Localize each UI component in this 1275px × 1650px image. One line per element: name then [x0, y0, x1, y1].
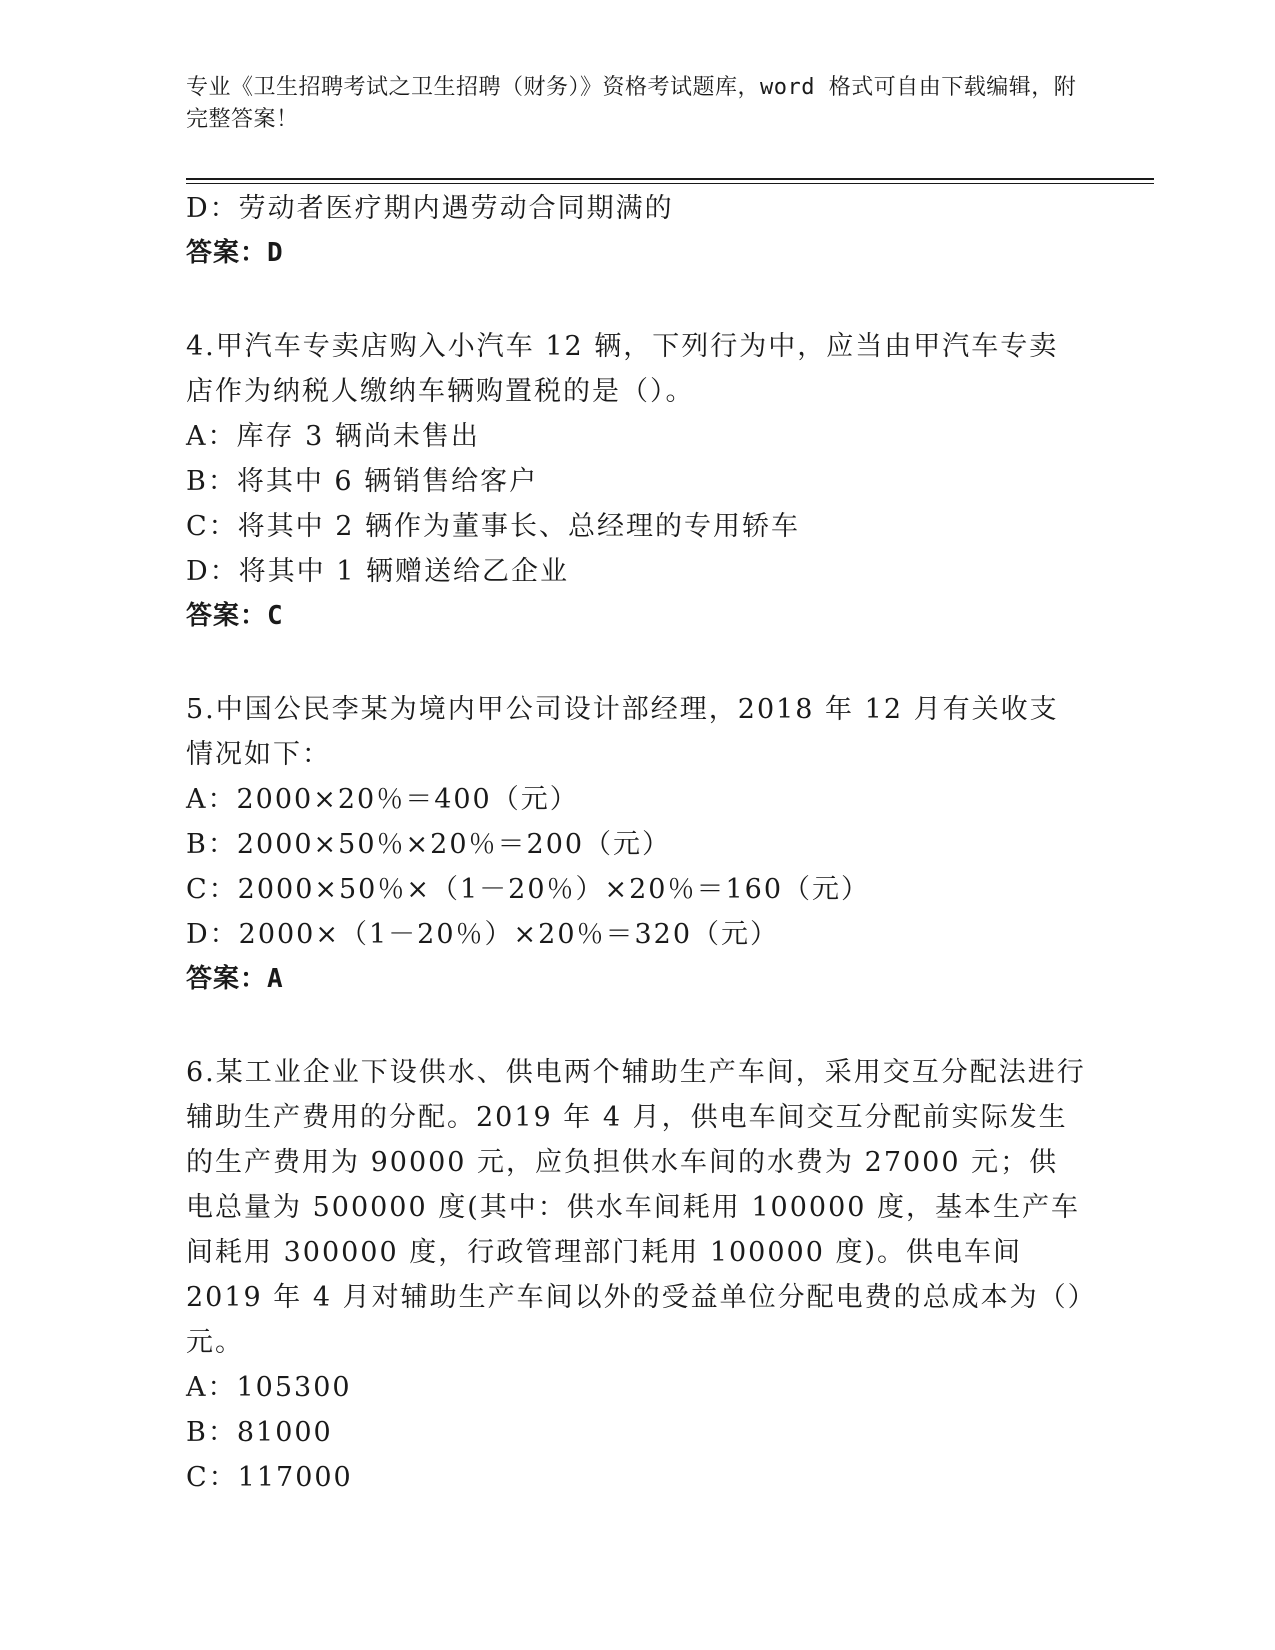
- spacer: [186, 1002, 1086, 1050]
- header-divider-thin: [186, 183, 1154, 184]
- header-divider-thick: [186, 178, 1154, 180]
- q6-stem: 6.某工业企业下设供水、供电两个辅助生产车间，采用交互分配法进行辅助生产费用的分配。2019 年 4 月，供电车间交互分配前实际发生的生产费用为 90000 元，应负担供水车间的水费为 27000 元；供电总量为 500000 度(其中：供水车间耗用 100000 度，基本生产车间耗用 300000 度，行政管理部门耗用 100000 度)。供电车间 2019 年 4 月对辅助生产车间以外的受益单位分配电费的总成本为（）元。: [186, 1057, 1086, 1358]
- q3-option-d: D：劳动者医疗期内遇劳动合同期满的: [186, 193, 674, 224]
- question-6: [186, 1050, 1086, 1500]
- question-list: [186, 186, 1086, 1500]
- q4-option-b: B：将其中 6 辆销售给客户: [186, 466, 539, 497]
- q4-option-c: C：将其中 2 辆作为董事长、总经理的专用轿车: [186, 511, 801, 542]
- page-header: 专业《卫生招聘考试之卫生招聘（财务）》资格考试题库，word 格式可自由下载编辑，附完整答案！: [186, 75, 1077, 132]
- question-3-tail: [186, 186, 1086, 276]
- q5-option-b: B：2000×50％×20％＝200（元）: [186, 829, 672, 860]
- q6-option-c: C：117000: [186, 1462, 353, 1493]
- q4-option-d: D：将其中 1 辆赠送给乙企业: [186, 556, 569, 587]
- q3-answer: 答案：D: [186, 238, 284, 268]
- q4-option-a: A：库存 3 辆尚未售出: [186, 421, 480, 452]
- question-5: [186, 687, 1086, 1002]
- q5-stem: 5.中国公民李某为境内甲公司设计部经理，2018 年 12 月有关收支情况如下：: [186, 694, 1059, 770]
- q6-option-a: A：105300: [186, 1372, 352, 1403]
- q5-option-d: D：2000×（1－20％）×20％＝320（元）: [186, 919, 780, 950]
- spacer: [186, 639, 1086, 687]
- q6-option-b: B：81000: [186, 1417, 333, 1448]
- q4-answer: 答案：C: [186, 601, 284, 631]
- spacer: [186, 276, 1086, 324]
- q5-option-c: C：2000×50％×（1－20％）×20％＝160（元）: [186, 874, 871, 905]
- q4-stem: 4.甲汽车专卖店购入小汽车 12 辆，下列行为中，应当由甲汽车专卖店作为纳税人缴纳车辆购置税的是（）。: [186, 331, 1059, 407]
- q5-answer: 答案：A: [186, 964, 284, 994]
- question-4: [186, 324, 1086, 639]
- q5-option-a: A：2000×20％＝400（元）: [186, 784, 579, 815]
